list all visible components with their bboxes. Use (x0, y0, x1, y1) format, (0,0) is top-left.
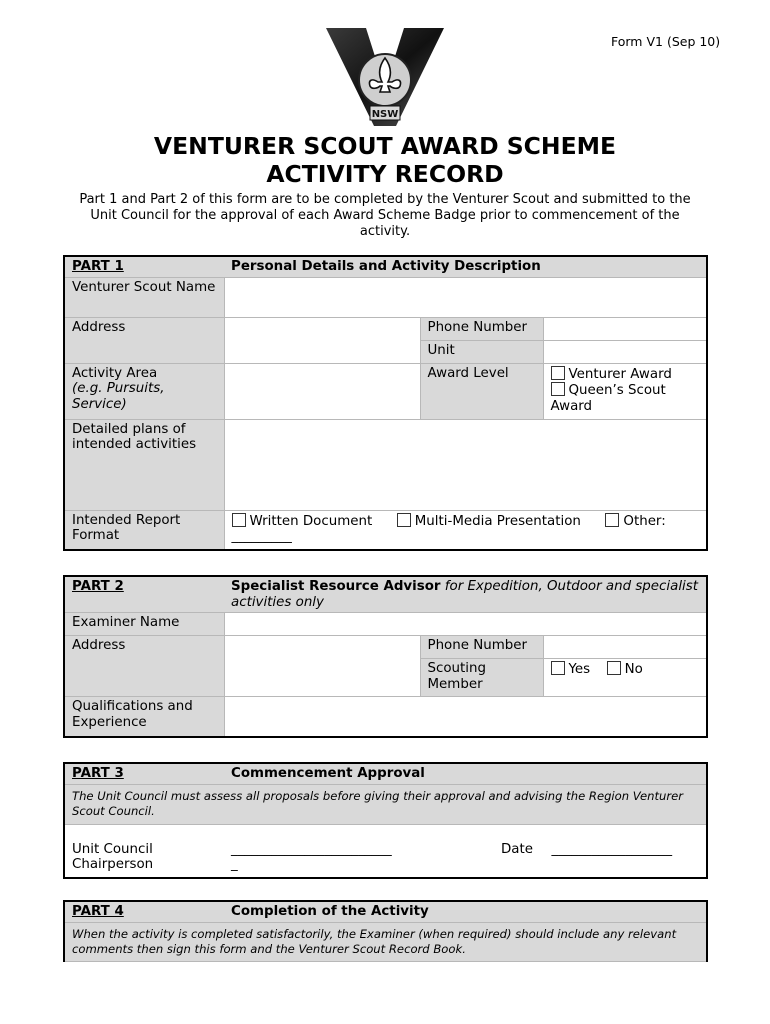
part4-section (63, 900, 708, 962)
venturer-name-field[interactable] (224, 277, 707, 317)
venturer-name-label: Venturer Scout Name (64, 277, 224, 317)
queens-scout-award-label: Queen’s Scout Award (550, 383, 666, 414)
part3-label: PART 3 (72, 766, 124, 781)
activity-area-cell (64, 363, 224, 419)
award-level-options (543, 363, 707, 419)
qualifications-field[interactable] (224, 697, 707, 737)
written-document-label: Written Document (249, 513, 373, 529)
multimedia-presentation-checkbox[interactable] (397, 513, 411, 527)
part3-section (63, 762, 708, 879)
report-format-options (224, 510, 707, 550)
part4-heading: Completion of the Activity (231, 904, 429, 919)
examiner-name-label: Examiner Name (64, 613, 224, 636)
examiner-phone-label: Phone Number (420, 636, 543, 659)
examiner-address-label: Address (64, 636, 224, 697)
written-document-checkbox[interactable] (232, 513, 246, 527)
queens-scout-award-checkbox[interactable] (551, 382, 565, 396)
address-field[interactable] (224, 317, 420, 363)
no-label: No (624, 662, 643, 677)
other-format-blank[interactable]: _________ (231, 529, 292, 544)
detailed-plans-label: Detailed plans of intended activities (64, 419, 224, 510)
phone-label: Phone Number (420, 317, 543, 340)
part2-label: PART 2 (72, 579, 124, 594)
part1-label: PART 1 (72, 259, 124, 274)
activity-area-field[interactable] (224, 363, 420, 419)
examiner-name-field[interactable] (224, 613, 707, 636)
part2-heading: Specialist Resource Advisor (231, 579, 441, 594)
part1-heading: Personal Details and Activity Description (231, 259, 541, 274)
phone-field[interactable] (543, 317, 707, 340)
unit-field[interactable] (543, 340, 707, 363)
part3-heading: Commencement Approval (231, 766, 425, 781)
part2-heading-note: for Expedition, Outdoor and specialist activities only (231, 579, 699, 610)
examiner-address-field[interactable] (224, 636, 420, 697)
examiner-phone-field[interactable] (543, 636, 707, 659)
form-code: Form V1 (Sep 10) (611, 34, 721, 49)
part3-note: The Unit Council must assess all proposals before giving their approval and advising the Region Venturer Scout Council. (64, 784, 707, 824)
other-format-label: Other: (623, 513, 666, 529)
report-format-label: Intended Report Format (64, 510, 224, 550)
activity-area-label: Activity Area (72, 365, 158, 381)
activity-area-hint: (e.g. Pursuits, Service) (72, 381, 165, 412)
other-format-checkbox[interactable] (605, 513, 619, 527)
scouts-nsw-logo (326, 28, 444, 126)
scouting-member-yes-checkbox[interactable] (551, 661, 565, 675)
chairperson-label: Unit Council Chairperson (72, 841, 154, 872)
part2-section (63, 575, 708, 738)
yes-label: Yes (568, 662, 591, 677)
date-line[interactable]: __________________ (551, 841, 673, 857)
part4-label: PART 4 (72, 904, 124, 919)
part4-note: When the activity is completed satisfactorily, the Examiner (when required) should include any relevant comments then sign this form and the Venturer Scout Record Book. (64, 922, 707, 961)
venturer-award-checkbox[interactable] (551, 366, 565, 380)
date-cell (494, 824, 707, 878)
date-label: Date (501, 841, 534, 857)
scouting-member-options (543, 659, 707, 697)
scouting-member-label: Scouting Member (420, 659, 543, 697)
detailed-plans-field[interactable] (224, 419, 707, 510)
svg-text:NSW: NSW (371, 109, 399, 120)
multimedia-presentation-label: Multi-Media Presentation (414, 513, 581, 529)
chairperson-signature-line[interactable]: ________________________ _ (231, 841, 392, 872)
award-level-label: Award Level (420, 363, 543, 419)
part1-section (63, 255, 708, 551)
scouting-member-no-checkbox[interactable] (607, 661, 621, 675)
unit-label: Unit (420, 340, 543, 363)
qualifications-label: Qualifications and Experience (64, 697, 224, 737)
intro-text: Part 1 and Part 2 of this form are to be completed by the Venturer Scout and submitted to the Unit Council for the approval of each Award Scheme Badge prior to commencement of the activity. (79, 192, 691, 239)
venturer-award-label: Venturer Award (568, 366, 672, 382)
form-title-line1: VENTURER SCOUT AWARD SCHEME (153, 132, 617, 160)
form-title-line2: ACTIVITY RECORD (266, 160, 504, 188)
address-label: Address (64, 317, 224, 363)
